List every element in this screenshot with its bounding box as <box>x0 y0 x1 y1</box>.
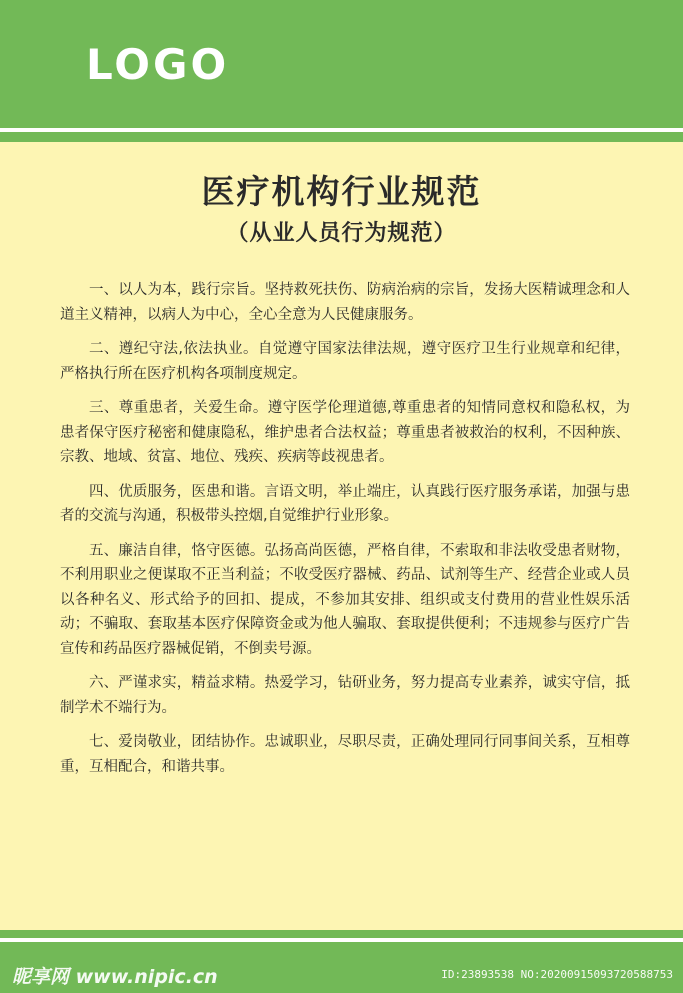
regulation-item-1: 一、以人为本，践行宗旨。坚持救死扶伤、防病治病的宗旨，发扬大医精诚理念和人道主义精神，以病人为中心，全心全意为人民健康服务。 <box>60 282 630 323</box>
regulation-item-2: 二、遵纪守法,依法执业。自觉遵守国家法律法规，遵守医疗卫生行业规章和纪律，严格执行所在医疗机构各项制度规定。 <box>60 341 630 382</box>
footer-banner <box>0 942 683 993</box>
regulation-item-7: 七、爱岗敬业，团结协作。忠诚职业，尽职尽责，正确处理同行同事间关系，互相尊重，互相配合，和谐共事。 <box>60 734 630 775</box>
footer-divider-green <box>0 930 683 938</box>
logo: LOGO <box>86 40 230 89</box>
page-title: 医疗机构行业规范 <box>201 172 482 211</box>
regulation-item-5: 五、廉洁自律，恪守医德。弘扬高尚医德，严格自律，不索取和非法收受患者财物，不利用职业之便谋取不正当利益；不收受医疗器械、药品、试剂等生产、经营企业或人员以各种名义、形式给予的回扣、提成，不参加其安排、组织或支付费用的营业性娱乐活动；不骗取、套取基本医疗保障资金或为他人骗取、套取提供便利；不违规参与医疗广告宣传和药品医疗器械促销，不倒卖号源。 <box>60 542 630 657</box>
watermark-id: ID:23893538 NO:20200915093720588753 <box>441 968 673 981</box>
regulation-item-6: 六、严谨求实，精益求精。热爱学习，钻研业务，努力提高专业素养，诚实守信，抵制学术不端行为。 <box>60 675 630 716</box>
header-banner <box>0 0 683 128</box>
regulation-item-4: 四、优质服务，医患和谐。言语文明，举止端庄，认真践行医疗服务承诺，加强与患者的交流与沟通，积极带头控烟,自觉维护行业形象。 <box>60 483 630 524</box>
watermark-site: 昵享网 www.nipic.cn <box>12 966 218 988</box>
header-divider-green <box>0 132 683 142</box>
regulation-item-3: 三、尊重患者，关爱生命。遵守医学伦理道德,尊重患者的知情同意权和隐私权，为患者保守医疗秘密和健康隐私，维护患者合法权益；尊重患者被救治的权利，不因种族、宗教、地域、贫富、地位、残疾、疾病等歧视患者。 <box>60 400 630 465</box>
regulation-content <box>60 278 630 789</box>
page-subtitle: （从业人员行为规范） <box>226 221 457 246</box>
